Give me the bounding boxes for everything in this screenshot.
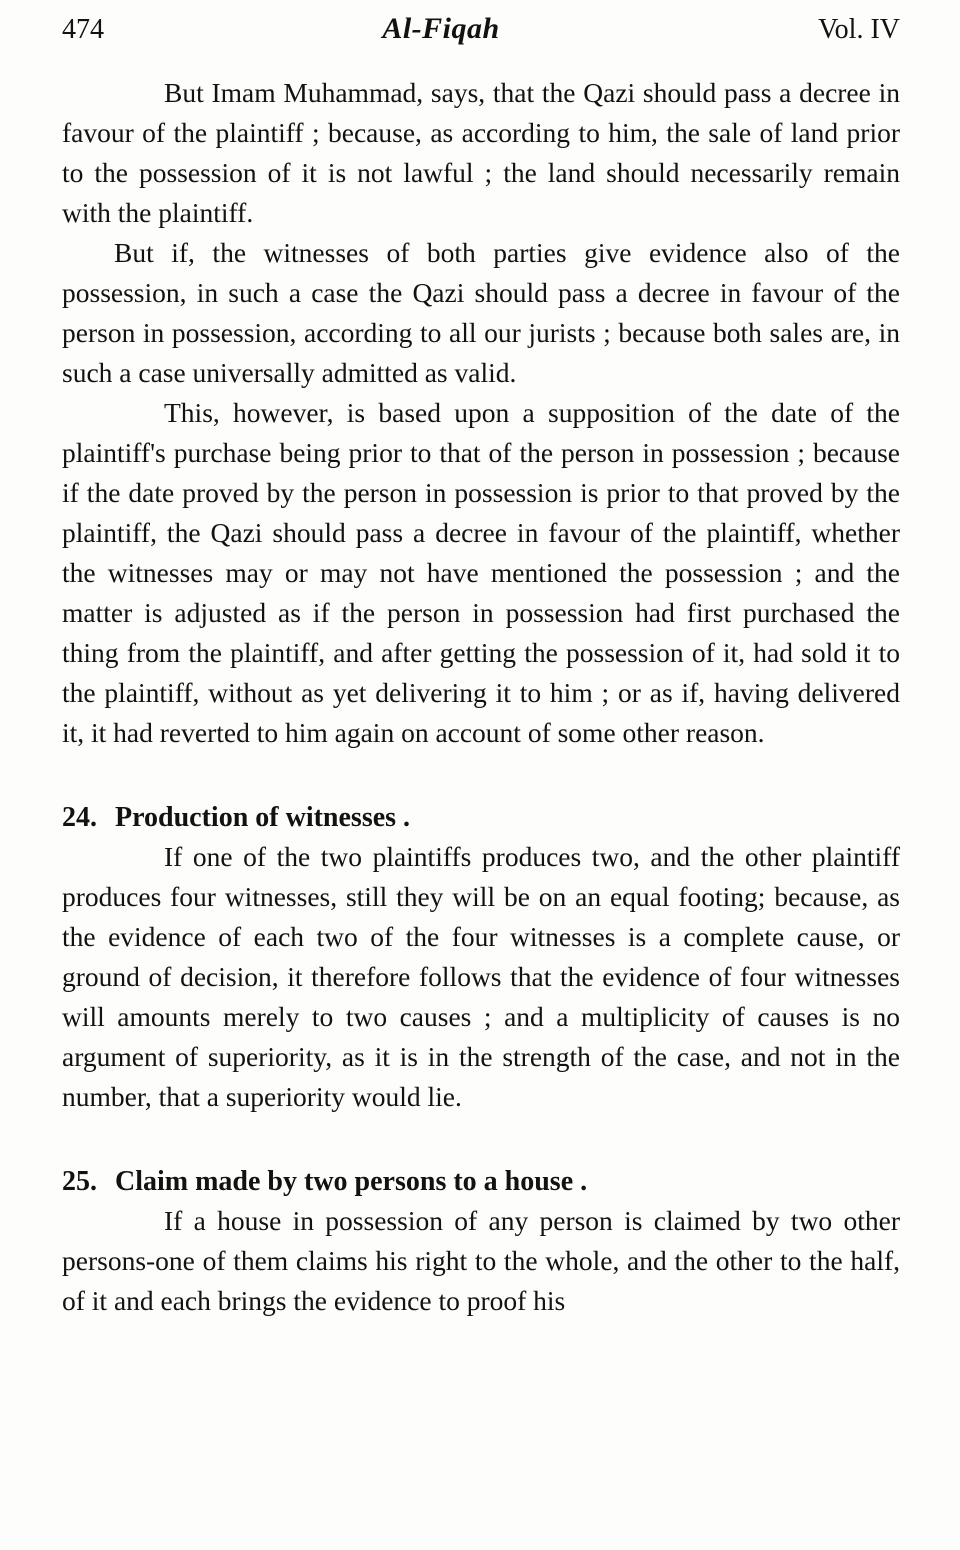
section-title: Production of witnesses . <box>115 802 411 833</box>
paragraph-witnesses-both-parties: But if, the witnesses of both parties give evidence also of the possession, in such a case the Qazi should pass a decree in favour of the person in possession, according to all our jurists ; because both sales are, in such a case universally admitted as valid. <box>62 237 900 388</box>
section-number: 25. <box>62 1166 97 1197</box>
paragraph-claim-to-house: If a house in possession of any person is claimed by two other persons-one of them claims his right to the whole, and the other to the half, of it and each brings the evidence to proof his <box>62 1205 900 1316</box>
section-title: Claim made by two persons to a house . <box>115 1166 588 1197</box>
page-number: 474 <box>62 14 104 45</box>
section-number: 24. <box>62 802 97 833</box>
section-heading-24 <box>62 799 900 837</box>
book-title: Al-Fiqah <box>382 12 500 45</box>
volume-label: Vol. IV <box>818 14 900 45</box>
page-body <box>62 73 900 1321</box>
paragraph-production-of-witnesses: If one of the two plaintiffs produces two, and the other plaintiff produces four witnesses, still they will be on an equal footing; because, as the evidence of each two of the four witnesses is a complete cause, or ground of decision, it therefore follows that the evidence of four witnesses will amounts merely to two causes ; and a multiplicity of causes is no argument of superiority, as it is in the strength of the case, and not in the number, that a superiority would lie. <box>62 841 900 1112</box>
paragraph-supposition-of-date: This, however, is based upon a supposition of the date of the plaintiff's purchase being prior to that of the person in possession ; because if the date proved by the person in possession is prior to that proved by the plaintiff, the Qazi should pass a decree in favour of the plaintiff, whether the witnesses may or may not have mentioned the possession ; and the matter is adjusted as if the person in possession had first purchased the thing from the plaintiff, and after getting the possession of it, had sold it to the plaintiff, without as yet delivering it to him ; or as if, having delivered it, it had reverted to him again on account of some other reason. <box>62 397 900 748</box>
section-heading-25 <box>62 1163 900 1201</box>
paragraph-imam-muhammad: But Imam Muhammad, says, that the Qazi should pass a decree in favour of the plaintiff ; because, as according to him, the sale of land prior to the possession of it is not lawful ; the land should necessarily remain with the plaintiff. <box>62 77 900 228</box>
page-header <box>62 12 900 47</box>
